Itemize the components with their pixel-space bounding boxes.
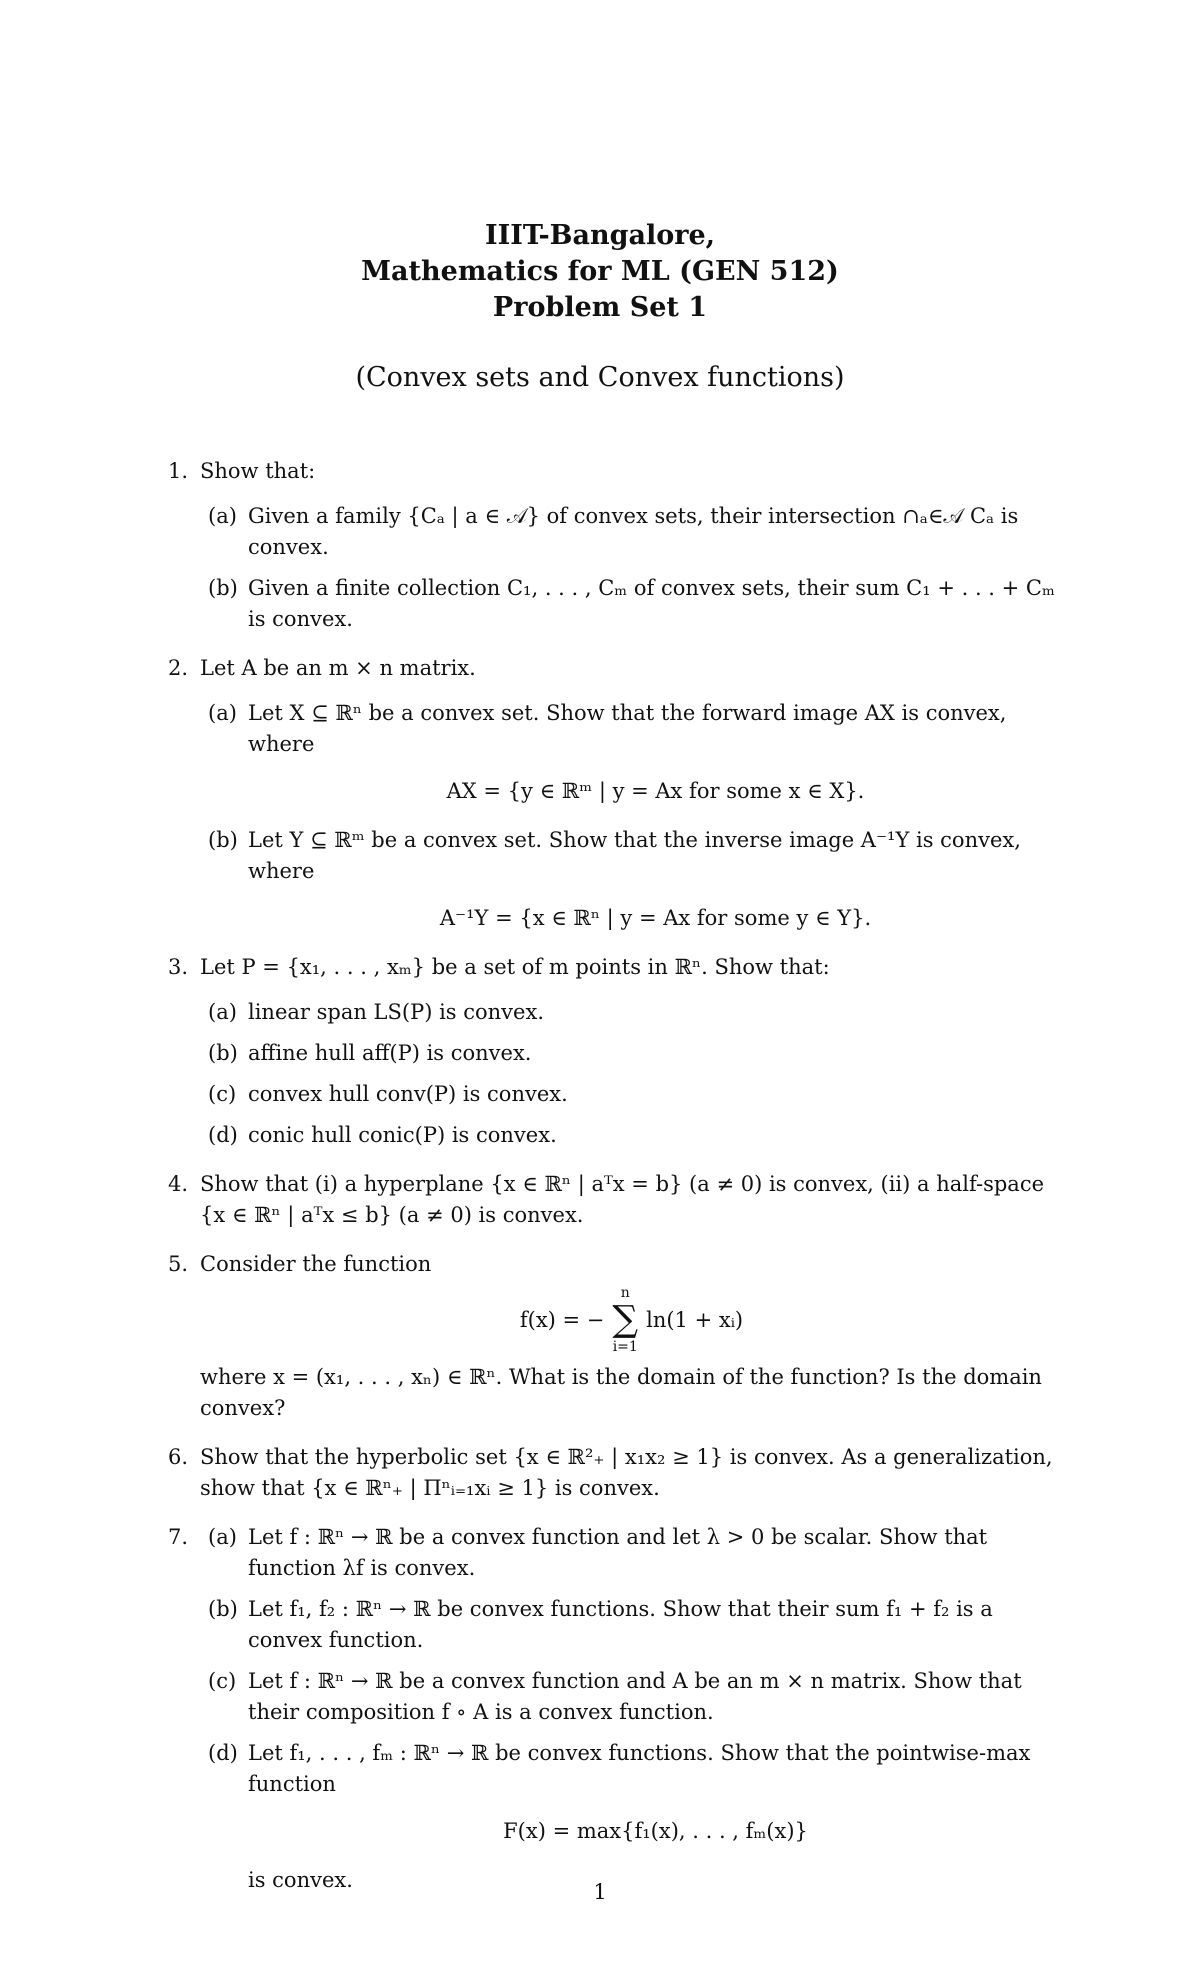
subproblem-3b <box>200 1038 1063 1069</box>
equation-rhs: ln(1 + xᵢ) <box>646 1307 744 1332</box>
subproblem-label: (d) <box>208 1123 238 1147</box>
subproblem-text: Let f : ℝⁿ → ℝ be a convex function and let λ > 0 be scalar. Show that function λf is convex. <box>248 1525 988 1580</box>
summation-upper-limit: n <box>620 1285 630 1301</box>
subproblem-2b <box>200 825 1063 934</box>
problem-7 <box>168 1522 1063 1896</box>
subproblem-7b <box>200 1594 1063 1656</box>
problem-number: 7. <box>168 1525 189 1549</box>
subproblem-1b <box>200 573 1063 635</box>
subproblem-label: (c) <box>208 1082 237 1106</box>
document-subtitle: (Convex sets and Convex functions) <box>355 362 845 393</box>
subproblem-text: Given a finite collection C₁, . . . , Cₘ of convex sets, their sum C₁ + . . . + Cₘ is convex. <box>248 576 1055 631</box>
problem-6 <box>168 1442 1063 1504</box>
document-header <box>0 218 1200 326</box>
subproblem-text: linear span LS(P) is convex. <box>248 1000 544 1024</box>
subproblem-7c <box>200 1666 1063 1728</box>
subproblem-text: Let Y ⊆ ℝᵐ be a convex set. Show that the inverse image A⁻¹Y is convex, where <box>248 828 1021 883</box>
institute-title: IIIT-Bangalore, <box>484 220 716 251</box>
subproblem-label: (b) <box>208 576 238 600</box>
problem-number: 6. <box>168 1445 189 1469</box>
subproblem-2a <box>200 698 1063 807</box>
subproblem-label: (a) <box>208 1000 237 1024</box>
problem-text: Let P = {x₁, . . . , xₘ} be a set of m points in ℝⁿ. Show that: <box>200 955 830 979</box>
summation-lower-limit: i=1 <box>612 1339 638 1355</box>
problem-list <box>168 456 1063 1914</box>
subproblem-text: Let X ⊆ ℝⁿ be a convex set. Show that the forward image AX is convex, where <box>248 701 1007 756</box>
problem-text: Show that (i) a hyperplane {x ∈ ℝⁿ | aᵀx = b} (a ≠ 0) is convex, (ii) a half-space {x ∈ ℝⁿ | aᵀx ≤ b} (a ≠ 0) is convex. <box>200 1172 1045 1227</box>
subproblem-list <box>200 698 1063 934</box>
equation-lhs: f(x) = − <box>519 1307 605 1332</box>
subproblem-text-continued: is convex. <box>248 1868 353 1892</box>
subproblem-text: Let f₁, . . . , fₘ : ℝⁿ → ℝ be convex functions. Show that the pointwise-max function <box>248 1741 1031 1796</box>
problem-text: Show that the hyperbolic set {x ∈ ℝ²₊ | x₁x₂ ≥ 1} is convex. As a generalization, show that {x ∈ ℝⁿ₊ | Πⁿᵢ₌₁xᵢ ≥ 1} is convex. <box>200 1445 1053 1500</box>
problem-text: Show that: <box>200 459 316 483</box>
problem-5 <box>168 1249 1063 1424</box>
subproblem-text: affine hull aff(P) is convex. <box>248 1041 532 1065</box>
problem-number: 4. <box>168 1172 189 1196</box>
subproblem-text: Let f : ℝⁿ → ℝ be a convex function and A be an m × n matrix. Show that their composition f ∘ A is a convex function. <box>248 1669 1022 1724</box>
problem-number: 1. <box>168 459 189 483</box>
subproblem-label: (b) <box>208 1041 238 1065</box>
subproblem-label: (a) <box>208 701 237 725</box>
course-title: Mathematics for ML (GEN 512) <box>361 256 839 287</box>
problem-number: 3. <box>168 955 189 979</box>
subproblem-3c <box>200 1079 1063 1110</box>
subproblem-label: (a) <box>208 1525 237 1549</box>
subproblem-3a <box>200 997 1063 1028</box>
page-number: 1 <box>593 1880 607 1904</box>
subproblem-1a <box>200 501 1063 563</box>
display-equation: AX = {y ∈ ℝᵐ | y = Ax for some x ∈ X}. <box>446 779 865 803</box>
subproblem-text: convex hull conv(P) is convex. <box>248 1082 568 1106</box>
display-equation: A⁻¹Y = {x ∈ ℝⁿ | y = Ax for some y ∈ Y}. <box>439 906 872 930</box>
subproblem-label: (c) <box>208 1669 237 1693</box>
problem-number: 2. <box>168 656 189 680</box>
summation-operator <box>612 1286 638 1354</box>
problem-text: Consider the function <box>200 1252 432 1276</box>
subproblem-7d <box>200 1738 1063 1896</box>
problem-set-title: Problem Set 1 <box>492 292 708 323</box>
summation-equation <box>200 1286 1063 1354</box>
subproblem-list <box>200 501 1063 635</box>
subproblem-7a <box>200 1522 1063 1584</box>
subproblem-label: (d) <box>208 1741 238 1765</box>
problem-text: Let A be an m × n matrix. <box>200 656 476 680</box>
subproblem-label: (b) <box>208 1597 238 1621</box>
problem-text-continued: where x = (x₁, . . . , xₙ) ∈ ℝⁿ. What is the domain of the function? Is the domain convex? <box>200 1365 1042 1420</box>
subproblem-text: Let f₁, f₂ : ℝⁿ → ℝ be convex functions. Show that their sum f₁ + f₂ is a convex function. <box>248 1597 993 1652</box>
problem-1 <box>168 456 1063 635</box>
subproblem-list <box>200 997 1063 1151</box>
problem-2 <box>168 653 1063 934</box>
subproblem-label: (b) <box>208 828 238 852</box>
subproblem-text: Given a family {Cₐ | a ∈ 𝒜} of convex sets, their intersection ∩ₐ∈𝒜 Cₐ is convex. <box>248 504 1019 559</box>
subproblem-3d <box>200 1120 1063 1151</box>
summation-sign: ∑ <box>612 1299 639 1340</box>
problem-number: 5. <box>168 1252 189 1276</box>
subproblem-label: (a) <box>208 504 237 528</box>
display-equation: F(x) = max{f₁(x), . . . , fₘ(x)} <box>503 1819 808 1843</box>
subproblem-text: conic hull conic(P) is convex. <box>248 1123 557 1147</box>
problem-4 <box>168 1169 1063 1231</box>
problem-3 <box>168 952 1063 1151</box>
